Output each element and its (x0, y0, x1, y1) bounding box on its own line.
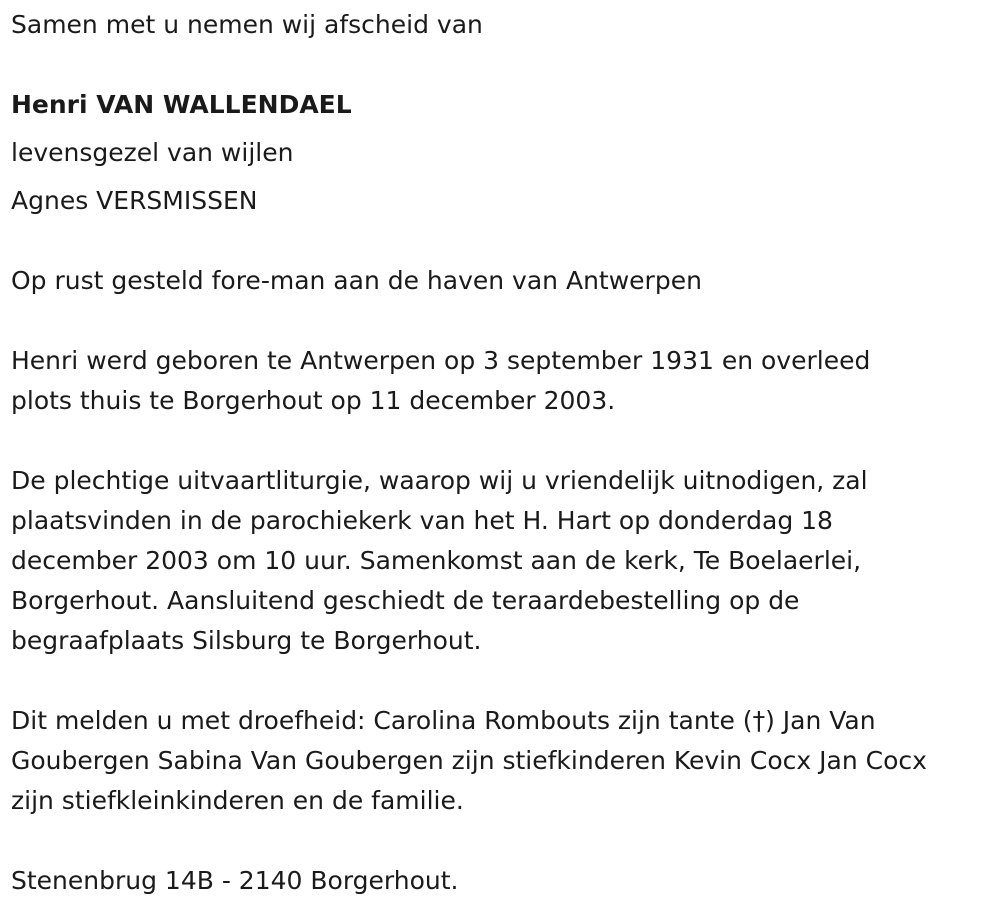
birth-death-line: plots thuis te Borgerhout op 11 december 2003. (11, 386, 616, 415)
deceased-name: Henri VAN WALLENDAEL (11, 90, 352, 119)
family-line: Dit melden u met droefheid: Carolina Rombouts zijn tante (†) Jan Van (11, 706, 876, 735)
partner-name: Agnes VERSMISSEN (11, 186, 258, 215)
family-line: zijn stiefkleinkinderen en de familie. (11, 786, 464, 815)
intro-text: Samen met u nemen wij afscheid van (11, 10, 483, 39)
funeral-line: Borgerhout. Aansluitend geschiedt de teraardebestelling op de (11, 586, 800, 615)
occupation-text: Op rust gesteld fore-man aan de haven van Antwerpen (11, 266, 702, 295)
funeral-line: De plechtige uitvaartliturgie, waarop wij u vriendelijk uitnodigen, zal (11, 466, 868, 495)
address-text: Stenenbrug 14B - 2140 Borgerhout. (11, 866, 459, 895)
relation-text: levensgezel van wijlen (11, 138, 294, 167)
funeral-line: begraafplaats Silsburg te Borgerhout. (11, 626, 482, 655)
family-line: Goubergen Sabina Van Goubergen zijn stiefkinderen Kevin Cocx Jan Cocx (11, 746, 927, 775)
birth-death-line: Henri werd geboren te Antwerpen op 3 september 1931 en overleed (11, 346, 871, 375)
funeral-line: december 2003 om 10 uur. Samenkomst aan de kerk, Te Boelaerlei, (11, 546, 862, 575)
funeral-line: plaatsvinden in de parochiekerk van het H. Hart op donderdag 18 (11, 506, 833, 535)
